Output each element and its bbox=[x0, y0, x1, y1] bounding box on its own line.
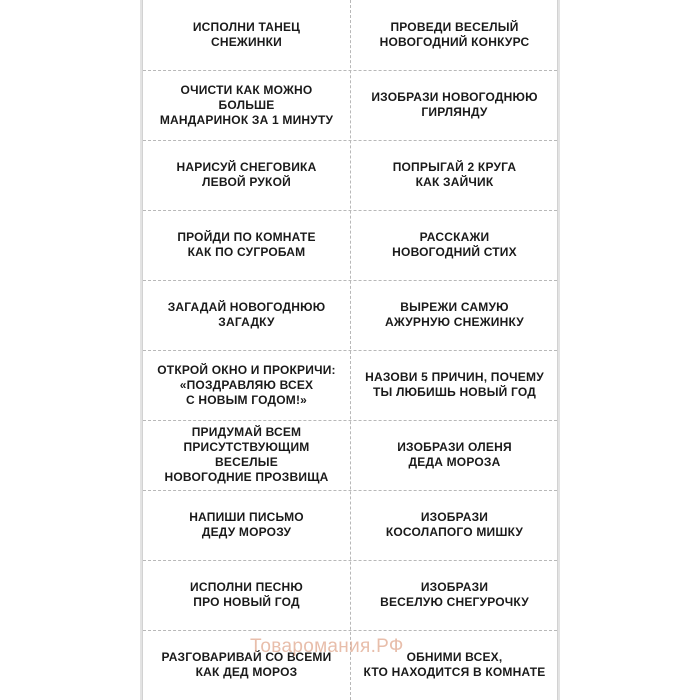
task-card-text: ИСПОЛНИ ПЕСНЮ ПРО НОВЫЙ ГОД bbox=[190, 580, 303, 609]
task-card bbox=[351, 560, 558, 630]
task-card-text: ИСПОЛНИ ТАНЕЦ СНЕЖИНКИ bbox=[192, 20, 301, 49]
task-card bbox=[143, 630, 350, 700]
watermark-text: Товаромания.РФ bbox=[250, 636, 404, 657]
task-card-text: ИЗОБРАЗИ НОВОГОДНЮЮ ГИРЛЯНДУ bbox=[371, 90, 538, 119]
task-card bbox=[351, 70, 558, 140]
task-card-text: ИЗОБРАЗИ КОСОЛАПОГО МИШКУ bbox=[385, 510, 524, 539]
task-card bbox=[351, 420, 558, 490]
task-card bbox=[351, 350, 558, 420]
task-card-text: ПРОЙДИ ПО КОМНАТЕ КАК ПО СУГРОБАМ bbox=[177, 230, 316, 259]
task-card bbox=[143, 210, 350, 280]
task-card-text: ОБНИМИ ВСЕХ, КТО НАХОДИТСЯ В КОМНАТЕ bbox=[363, 650, 546, 679]
task-card bbox=[351, 490, 558, 560]
task-card-text: ПРОВЕДИ ВЕСЕЛЫЙ НОВОГОДНИЙ КОНКУРС bbox=[379, 20, 530, 49]
task-card bbox=[351, 210, 558, 280]
task-card bbox=[143, 280, 350, 350]
task-card bbox=[143, 490, 350, 560]
task-card bbox=[143, 350, 350, 420]
task-card-text: ОТКРОЙ ОКНО И ПРОКРИЧИ: «ПОЗДРАВЛЯЮ ВСЕХ С НОВЫМ ГОДОМ!» bbox=[157, 362, 336, 407]
task-card-text: НАЗОВИ 5 ПРИЧИН, ПОЧЕМУ ТЫ ЛЮБИШЬ НОВЫЙ ГОД bbox=[365, 370, 544, 399]
task-card bbox=[351, 280, 558, 350]
task-card-text: ИЗОБРАЗИ ВЕСЕЛУЮ СНЕГУРОЧКУ bbox=[380, 580, 529, 609]
task-card bbox=[351, 0, 558, 70]
task-card-text: ПОПРЫГАЙ 2 КРУГА КАК ЗАЙЧИК bbox=[392, 160, 517, 189]
task-card bbox=[143, 70, 350, 140]
task-card-text: ОЧИСТИ КАК МОЖНО БОЛЬШЕ МАНДАРИНОК ЗА 1 МИНУТУ bbox=[159, 82, 334, 127]
task-card bbox=[143, 140, 350, 210]
task-card-text: ПРИДУМАЙ ВСЕМ ПРИСУТСТВУЮЩИМ ВЕСЕЛЫЕ НОВОГОДНИЕ ПРОЗВИЩА bbox=[164, 425, 329, 484]
task-card-text: НАРИСУЙ СНЕГОВИКА ЛЕВОЙ РУКОЙ bbox=[176, 160, 317, 189]
card-grid bbox=[143, 0, 557, 700]
task-card-text: ЗАГАДАЙ НОВОГОДНЮЮ ЗАГАДКУ bbox=[167, 300, 326, 329]
task-card-text: РАЗГОВАРИВАЙ СО ВСЕМИ КАК ДЕД МОРОЗ bbox=[161, 650, 332, 679]
task-card-text: НАПИШИ ПИСЬМО ДЕДУ МОРОЗУ bbox=[189, 510, 304, 539]
task-card-text: ВЫРЕЖИ САМУЮ АЖУРНУЮ СНЕЖИНКУ bbox=[385, 300, 524, 329]
task-card-text: ИЗОБРАЗИ ОЛЕНЯ ДЕДА МОРОЗА bbox=[397, 440, 512, 469]
task-card bbox=[351, 140, 558, 210]
task-card-text: РАССКАЖИ НОВОГОДНИЙ СТИХ bbox=[392, 230, 517, 259]
task-card bbox=[143, 560, 350, 630]
task-card bbox=[351, 630, 558, 700]
card-sheet bbox=[142, 0, 558, 700]
task-card bbox=[143, 420, 350, 490]
task-card bbox=[143, 0, 350, 70]
